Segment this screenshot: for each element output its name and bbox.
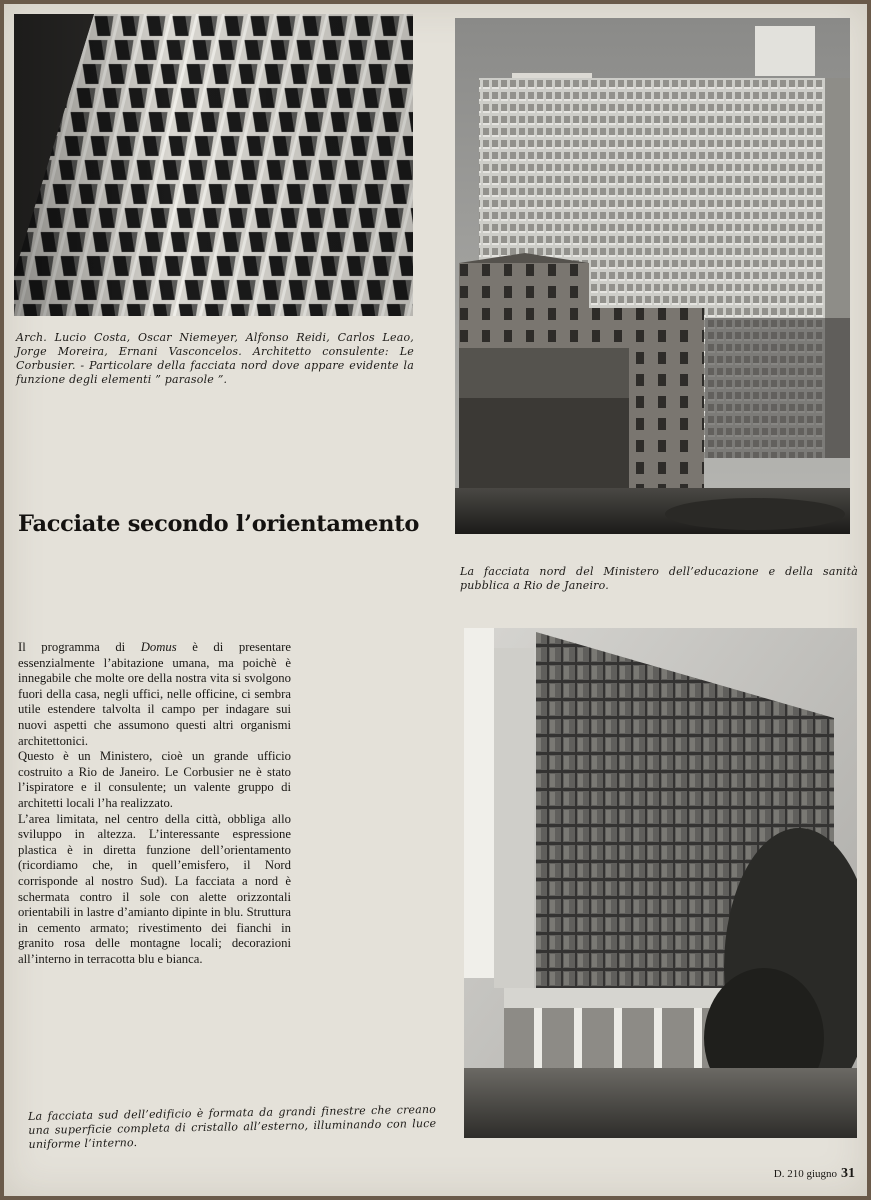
facade-detail-photo — [14, 14, 413, 316]
north-facade-caption: La facciata nord del Ministero dell’educazione e della sanità pubblica a Rio de Janeiro. — [460, 565, 858, 592]
south-facade-caption: La facciata sud dell’edificio è formata da grandi finestre che creano una superficie completa di cristallo all’esterno, illuminando con luce uniforme l’interno. — [28, 1102, 437, 1151]
page-number: 31 — [841, 1166, 855, 1181]
magazine-page — [4, 4, 867, 1196]
south-facade-photo — [464, 628, 857, 1138]
article-body — [18, 640, 291, 967]
facade-detail-caption: Arch. Lucio Costa, Oscar Niemeyer, Alfonso Reidi, Carlos Leao, Jorge Moreira, Ernani Vasconcelos. Architetto consulente: Le Corbusier. - Particolare della facciata nord dove appare evidente la funzione degli elementi ” parasole ”. — [16, 331, 414, 386]
page-folio — [774, 1166, 855, 1182]
body-paragraph-1: Il programma di Domus è di presentare essenzialmente l’abitazione umana, ma poichè è innegabile che molte ore della nostra vita si svolgono fuori della casa, negli uffici, nelle officine, ci sembra utile estendere talvolta il campo per indagare sui nuovi aspetti che assumono questi altri organismi architettonici. — [18, 640, 291, 748]
page-title: Facciate secondo l’orientamento — [18, 511, 420, 537]
journal-issue: D. 210 giugno — [773, 1168, 837, 1180]
body-paragraph-2: Questo è un Ministero, cioè un grande ufficio costruito a Rio de Janeiro. Le Corbusier ne è stato l’ispiratore e il consulente; un valente gruppo di architetti locali l’ha realizzato. — [18, 749, 291, 810]
north-facade-photo — [455, 18, 850, 534]
body-paragraph-3: L’area limitata, nel centro della città, obbliga allo sviluppo in altezza. L’interessante espressione plastica è in diretta funzione dell’orientamento (ricordiamo che, in quell’emisfero, il Nord corrisponde al nostro Sud). La facciata a nord è schermata contro il sole con alette orizzontali orientabili in lastre d’amianto dipinte in blu. Struttura in cemento armato; rivestimento dei fianchi in granito rosa delle montagne locali; decorazioni all’interno in terracotta blu e bianca. — [18, 811, 291, 966]
